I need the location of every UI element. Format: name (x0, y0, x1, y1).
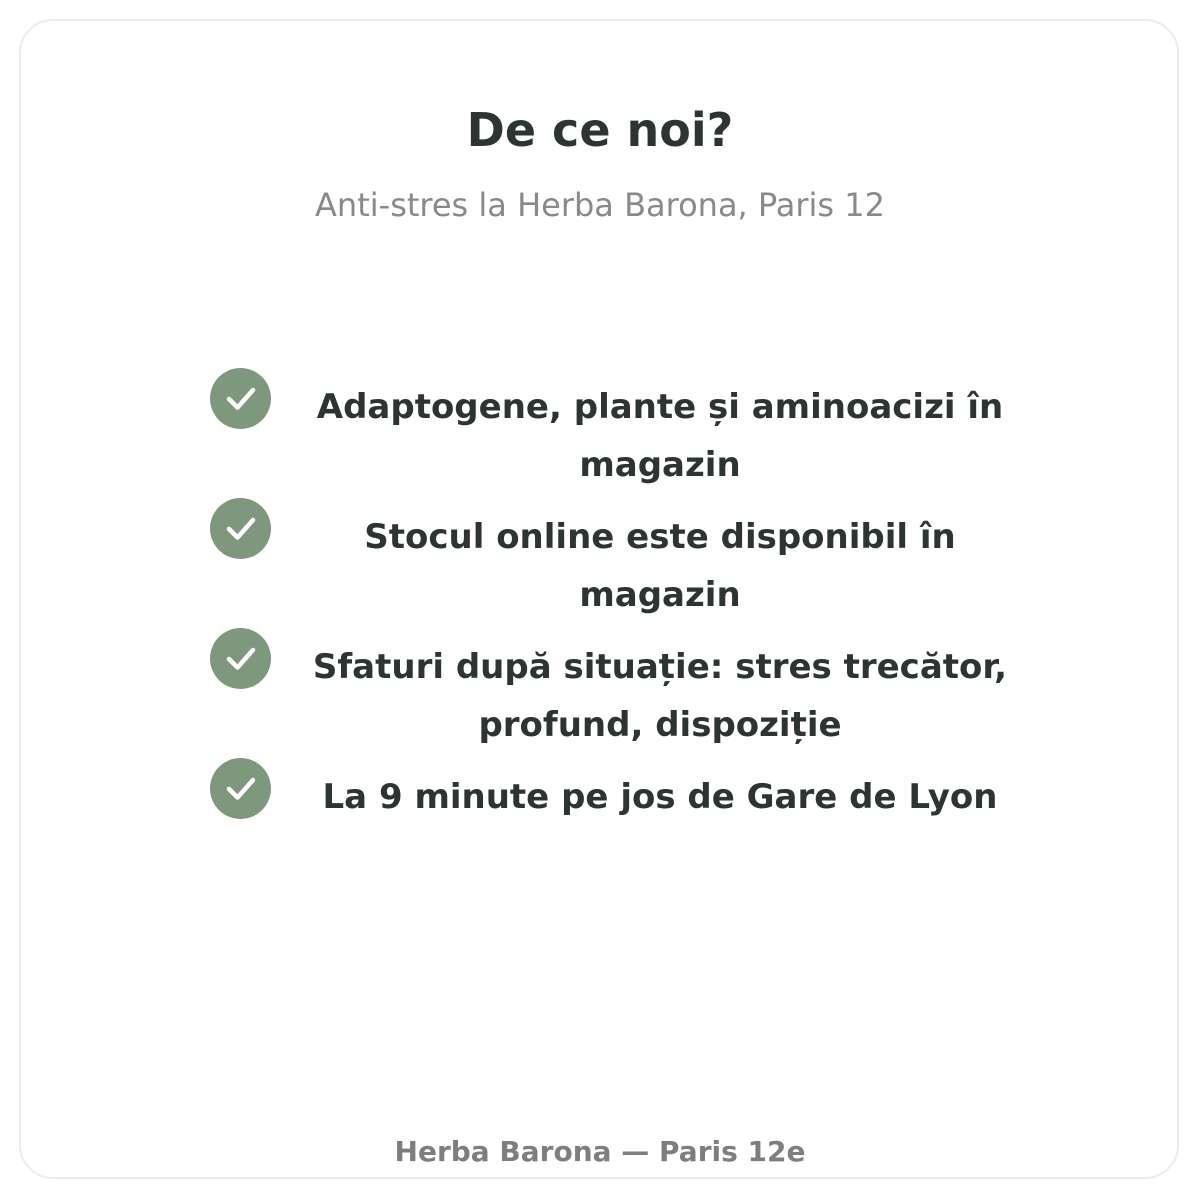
footer-text: Herba Barona — Paris 12e (394, 1135, 806, 1168)
check-circle-icon (210, 498, 271, 559)
page-subtitle: Anti-stres la Herba Barona, Paris 12 (315, 186, 885, 224)
benefit-text: La 9 minute pe jos de Gare de Lyon (322, 777, 998, 817)
benefit-text: Sfaturi după situație: stres trecător, profund, dispoziție (312, 647, 1008, 745)
check-circle-icon (210, 368, 271, 429)
benefit-text: Adaptogene, plante și aminoacizi în magazin (316, 387, 1004, 485)
check-circle-icon (210, 758, 271, 819)
check-circle-icon (210, 628, 271, 689)
page-title: De ce noi? (466, 103, 734, 157)
benefit-text: Stocul online este disponibil în magazin (364, 517, 956, 615)
